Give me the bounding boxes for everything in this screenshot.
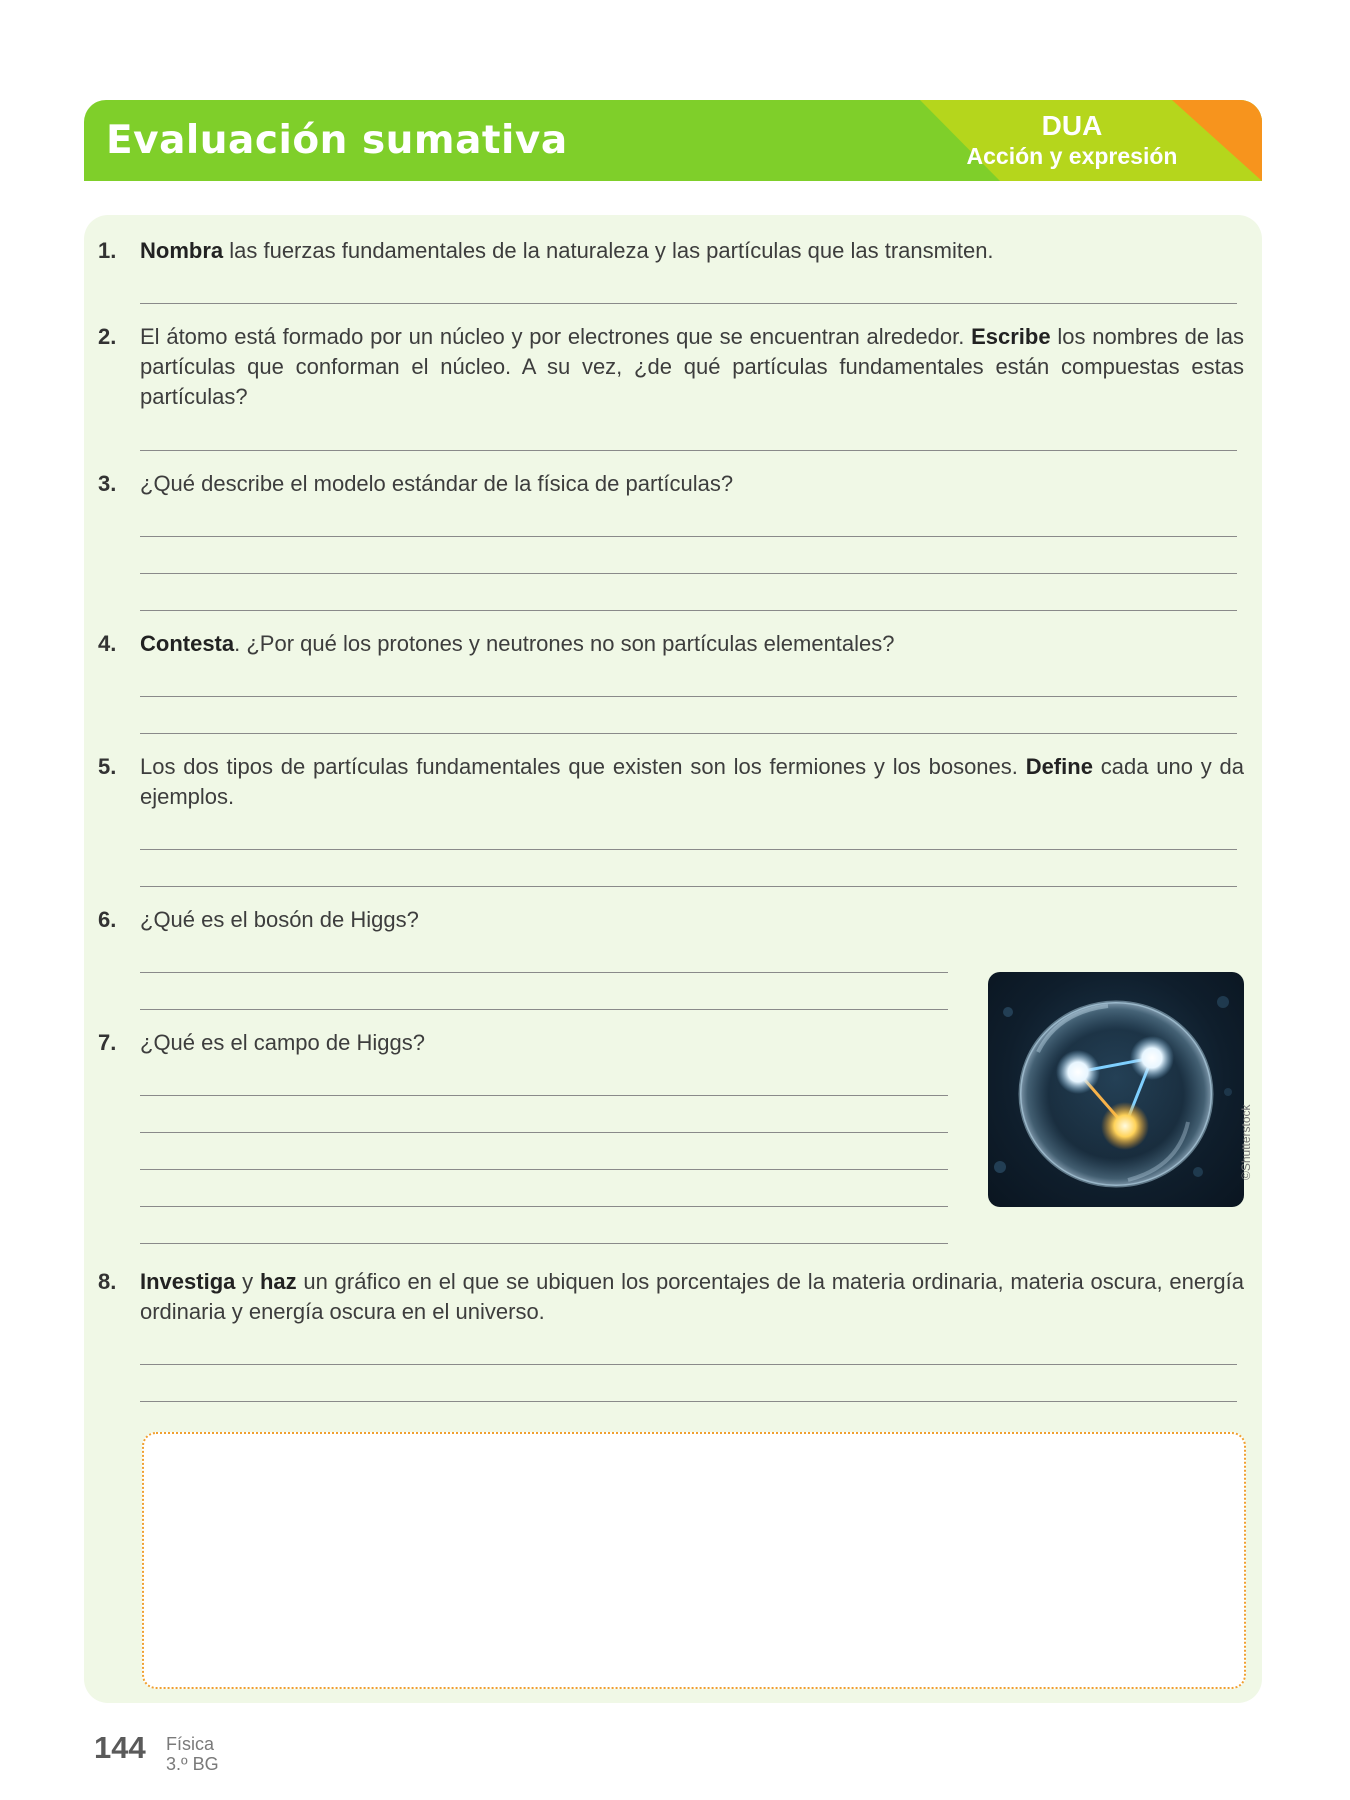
answer-line[interactable] <box>140 1206 948 1207</box>
answer-line[interactable] <box>140 450 1237 451</box>
answer-line[interactable] <box>140 696 1237 697</box>
answer-line[interactable] <box>140 1169 948 1170</box>
image-credit: ©Shutterstock <box>1239 1104 1253 1180</box>
particle-atom-image <box>988 972 1244 1207</box>
answer-line[interactable] <box>140 1132 948 1133</box>
question-number: 2. <box>98 324 117 349</box>
question-text: ¿Qué es el campo de Higgs? <box>140 1030 425 1055</box>
dua-label: Acción y expresión <box>966 143 1178 169</box>
question-text: Nombra las fuerzas fundamentales de la naturaleza y las partículas que las transmiten. <box>140 238 994 263</box>
answer-line[interactable] <box>140 733 1237 734</box>
answer-line[interactable] <box>140 972 948 973</box>
question-number: 4. <box>98 631 117 656</box>
answer-line[interactable] <box>140 1009 948 1010</box>
question-text: Los dos tipos de partículas fundamentales que existen son los fermiones y los bosones. Define cada uno y da ejemplos. <box>140 754 1244 809</box>
answer-line[interactable] <box>140 610 1237 611</box>
answer-line[interactable] <box>140 1095 948 1096</box>
answer-line[interactable] <box>140 886 1237 887</box>
grade-label: 3.º BG <box>166 1754 219 1774</box>
question-number: 5. <box>98 754 117 779</box>
dua-code: DUA <box>1041 110 1103 141</box>
question-text: Contesta. ¿Por qué los protones y neutrones no son partículas elementales? <box>140 631 895 656</box>
question-number: 1. <box>98 238 117 263</box>
question-text: ¿Qué describe el modelo estándar de la física de partículas? <box>140 471 734 496</box>
section-header <box>84 100 1262 181</box>
question-text: El átomo está formado por un núcleo y por electrones que se encuentran alrededor. Escribe los nombres de las partículas que conforman el núcleo. A su vez, ¿de qué partículas fundamentales están compuestas estas partículas? <box>140 324 1244 409</box>
question-number: 7. <box>98 1030 117 1055</box>
subject-name: Física <box>166 1734 215 1754</box>
answer-line[interactable] <box>140 1401 1237 1402</box>
question-number: 3. <box>98 471 117 496</box>
answer-line[interactable] <box>140 536 1237 537</box>
answer-line[interactable] <box>140 1364 1237 1365</box>
question-text: ¿Qué es el bosón de Higgs? <box>140 907 419 932</box>
page-number: 144 <box>94 1730 146 1765</box>
answer-line[interactable] <box>140 849 1237 850</box>
atom-illustration <box>988 972 1244 1207</box>
question-text: Investiga y haz un gráfico en el que se ubiquen los porcentajes de la materia ordinaria, materia oscura, energía ordinaria y energía oscura en el universo. <box>140 1269 1244 1324</box>
answer-line[interactable] <box>140 303 1237 304</box>
dua-badge <box>952 110 1192 170</box>
section-title: Evaluación sumativa <box>106 118 568 163</box>
question-number: 6. <box>98 907 117 932</box>
answer-line[interactable] <box>140 573 1237 574</box>
graph-drawing-area[interactable] <box>142 1432 1246 1689</box>
footer-subject <box>166 1734 219 1774</box>
answer-line[interactable] <box>140 1243 948 1244</box>
question-number: 8. <box>98 1269 117 1294</box>
